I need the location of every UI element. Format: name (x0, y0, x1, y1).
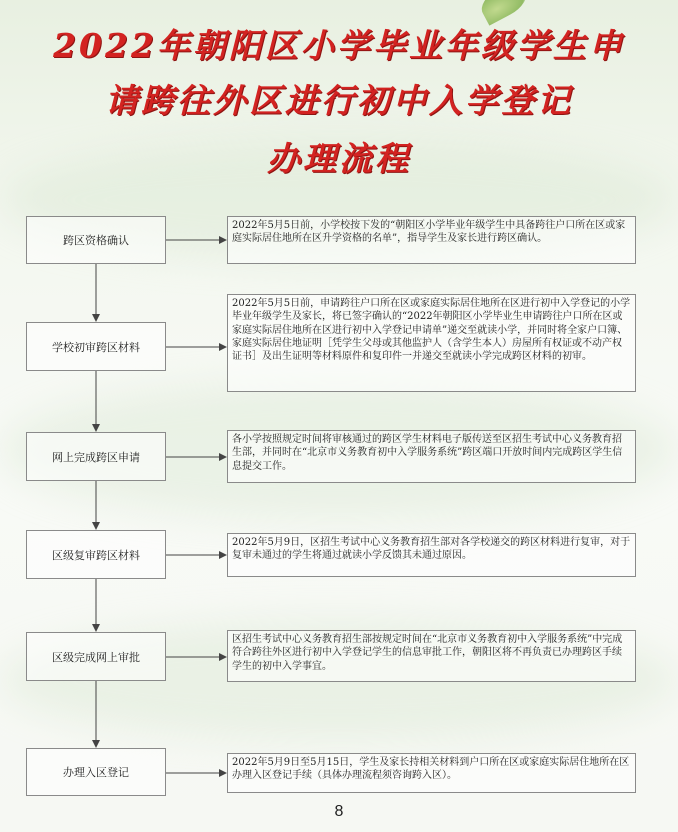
step-description-6: 2022年5月9日至5月15日，学生及家长持相关材料到户口所在区或家庭实际居住地所在区办理入区登记手续（具体办理流程须咨询跨入区）。 (227, 753, 636, 793)
page-number: 8 (334, 803, 344, 820)
step-box-3: 网上完成跨区申请 (26, 432, 166, 481)
step-description-1: 2022年5月5日前，小学校按下发的“朝阳区小学毕业年级学生中具备跨往户口所在区或家庭实际居住地所在区升学资格的名单”，指导学生及家长进行跨区确认。 (227, 216, 636, 264)
step-box-4: 区级复审跨区材料 (26, 530, 166, 579)
step-box-1: 跨区资格确认 (26, 216, 166, 264)
step-description-2: 2022年5月5日前，申请跨往户口所在区或家庭实际居住地所在区进行初中入学登记的小学毕业年级学生及家长，将已签字确认的“2022年朝阳区小学毕业生申请跨往户口所在区或家庭实际居住地所在区进行初中入学登记申请单”递交至就读小学，并同时将全家户口簿、家庭实际居住地证明［凭学生父母或其他监护人（含学生本人）房屋所有权证或不动产权证书］及出生证明等材料原件和复印件一并递交至就读小学完成跨区材料的初审。 (227, 294, 636, 392)
step-box-6: 办理入区登记 (26, 748, 166, 796)
step-box-5: 区级完成网上审批 (26, 632, 166, 681)
step-description-5: 区招生考试中心义务教育招生部按规定时间在“北京市义务教育初中入学服务系统”中完成符合跨往外区进行初中入学登记学生的信息审批工作，朝阳区将不再负责已办理跨区手续学生的初中入学事宜。 (227, 630, 636, 682)
page-title-line-3: 办理流程 (267, 139, 411, 178)
page-title-line-1: 2022年朝阳区小学毕业年级学生申 (53, 26, 625, 65)
step-box-2: 学校初审跨区材料 (26, 322, 166, 371)
step-description-3: 各小学按照规定时间将审核通过的跨区学生材料电子版传送至区招生考试中心义务教育招生部，并同时在“北京市义务教育初中入学服务系统”跨区端口开放时间内完成跨区学生信息提交工作。 (227, 430, 636, 483)
step-description-4: 2022年5月9日，区招生考试中心义务教育招生部对各学校递交的跨区材料进行复审，对于复审未通过的学生将通过就读小学反馈其未通过原因。 (227, 533, 636, 577)
page-title-line-2: 请跨往外区进行初中入学登记 (105, 81, 573, 120)
